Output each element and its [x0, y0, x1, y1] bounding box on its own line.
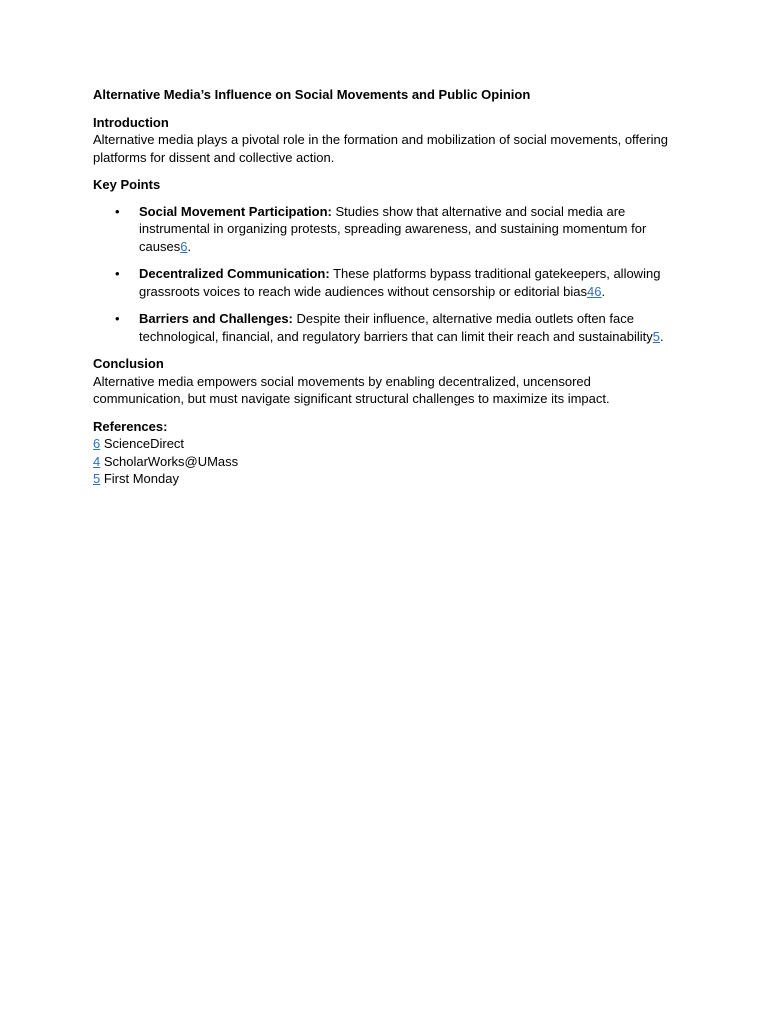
- key-point-lead: Social Movement Participation:: [139, 203, 332, 219]
- reference-number-link[interactable]: 4: [93, 453, 101, 469]
- bullet-icon: •: [115, 266, 120, 281]
- key-point-item: [93, 310, 683, 345]
- reference-item: [93, 435, 683, 453]
- citation-link[interactable]: 46: [587, 283, 602, 299]
- key-point-text: Despite their influence, alternative media outlets often face technological, financial, and regulatory barriers that can limit their reach and sustainability: [139, 311, 653, 344]
- key-point-end: .: [601, 283, 606, 299]
- reference-source: First Monday: [100, 471, 179, 486]
- introduction-text: Alternative media plays a pivotal role in the formation and mobilization of social movements, offering platforms for dissent and collective action.: [93, 132, 668, 165]
- introduction-heading: Introduction: [93, 114, 169, 130]
- key-point-text: Studies show that alternative and social media are instrumental in organizing protests, spreading awareness, and sustaining momentum for causes: [139, 203, 647, 254]
- key-point-lead: Decentralized Communication:: [139, 266, 330, 281]
- key-point-end: .: [187, 238, 192, 254]
- reference-item: [93, 453, 683, 471]
- reference-number-link[interactable]: 6: [93, 436, 101, 451]
- key-point-lead: Barriers and Challenges:: [139, 311, 293, 326]
- bullet-icon: •: [115, 311, 120, 326]
- key-point-end: .: [660, 328, 664, 344]
- references-heading: References:: [93, 418, 168, 434]
- bullet-icon: •: [115, 203, 120, 219]
- conclusion-text: Alternative media empowers social movements by enabling decentralized, uncensored communication, but must navigate significant structural challenges to maximize its impact.: [93, 373, 610, 406]
- reference-source: ScienceDirect: [100, 436, 185, 451]
- document-body: [93, 86, 683, 488]
- key-point-item: [93, 265, 683, 300]
- key-point-text: These platforms bypass traditional gatekeepers, allowing grassroots voices to reach wide audiences without censorship or editorial bias: [139, 266, 661, 299]
- reference-item: [93, 470, 683, 488]
- reference-source: ScholarWorks@UMass: [100, 453, 239, 469]
- key-point-item: [93, 203, 683, 256]
- key-points-list: [93, 203, 683, 346]
- key-points-heading: Key Points: [93, 177, 161, 192]
- citation-link[interactable]: 5: [652, 328, 661, 344]
- reference-number-link[interactable]: 5: [93, 471, 101, 486]
- citation-link[interactable]: 6: [180, 238, 188, 254]
- document-title: Alternative Media’s Influence on Social Movements and Public Opinion: [93, 87, 531, 102]
- conclusion-heading: Conclusion: [93, 356, 164, 371]
